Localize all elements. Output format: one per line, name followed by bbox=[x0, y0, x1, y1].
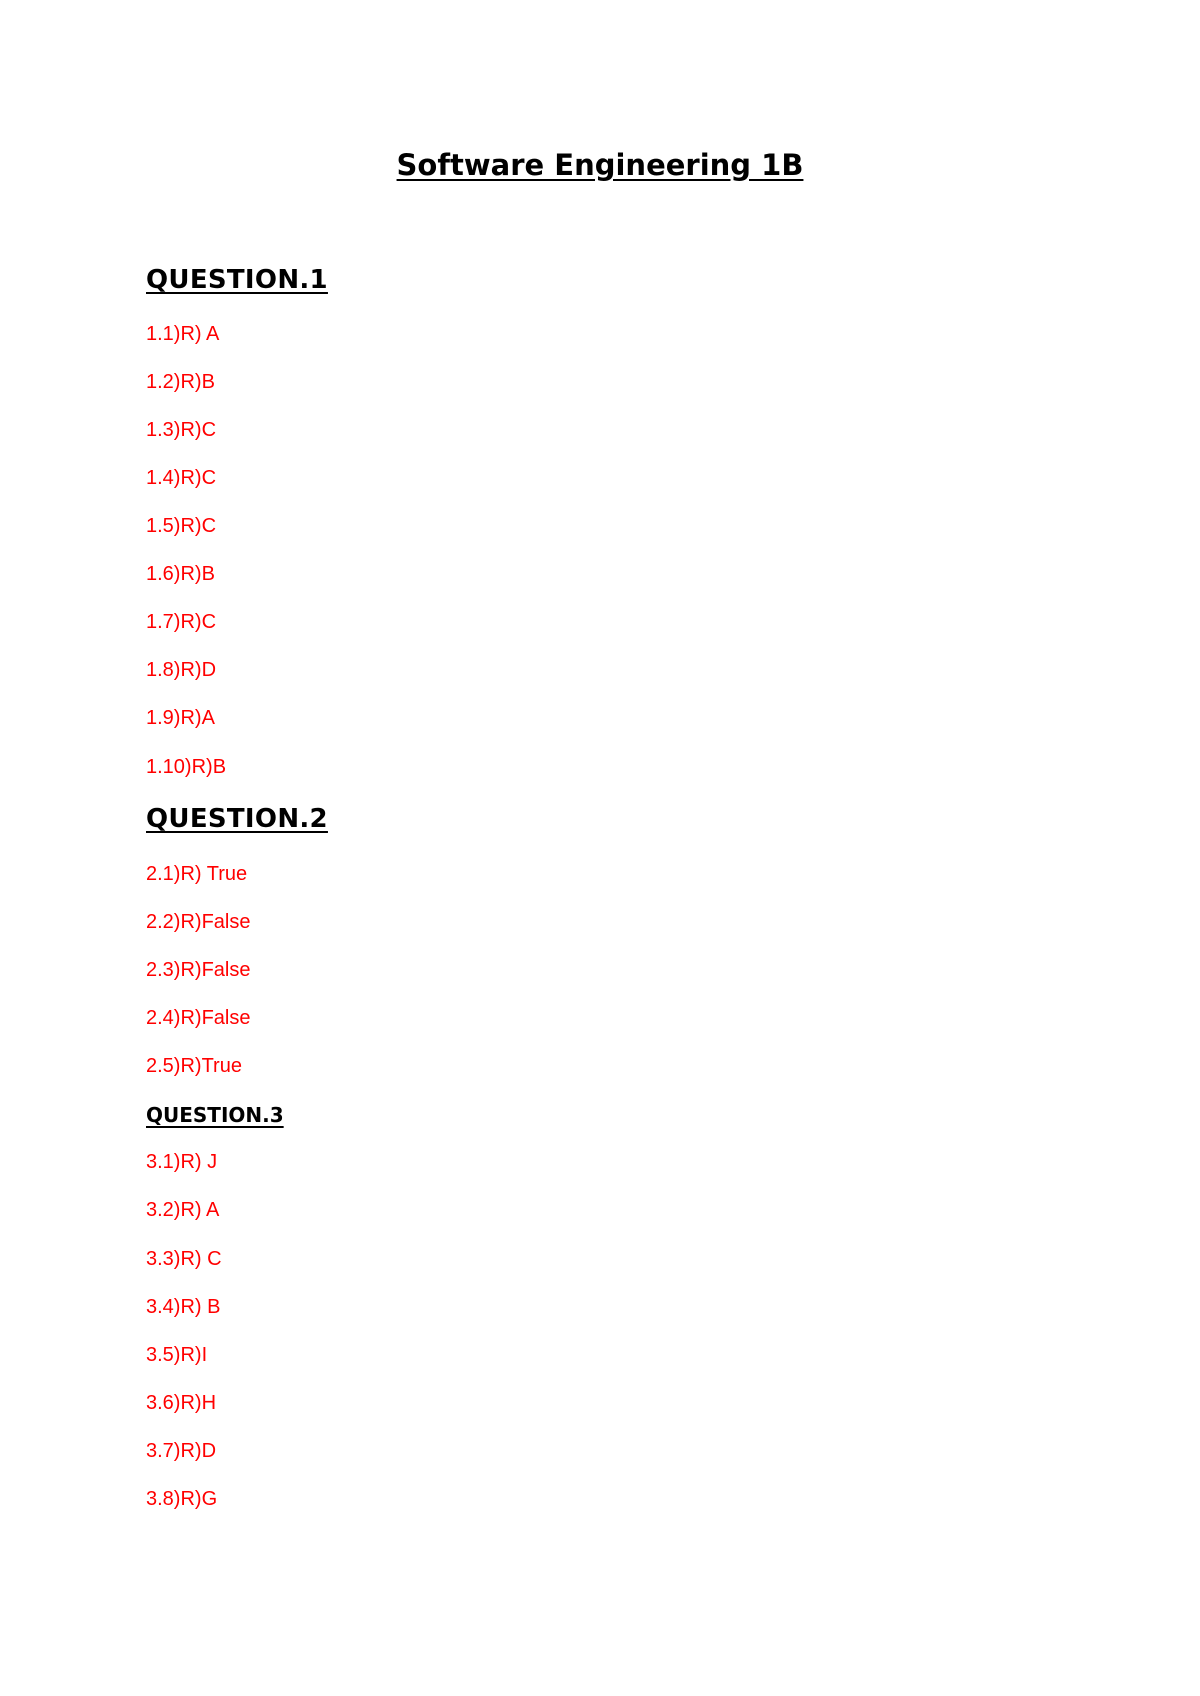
answer-3-6: 3.6)R)H bbox=[146, 1392, 217, 1414]
answer-1-6: 1.6)R)B bbox=[146, 563, 215, 585]
answer-3-7: 3.7)R)D bbox=[146, 1440, 217, 1462]
answer-1-10: 1.10)R)B bbox=[146, 756, 227, 778]
answer-2-2: 2.2)R)False bbox=[146, 911, 251, 933]
answer-3-2: 3.2)R) A bbox=[146, 1199, 220, 1221]
section-heading-question-1: QUESTION.1 bbox=[146, 265, 328, 295]
answer-1-9: 1.9)R)A bbox=[146, 707, 215, 729]
answer-1-2: 1.2)R)B bbox=[146, 371, 215, 393]
answer-1-4: 1.4)R)C bbox=[146, 467, 217, 489]
answer-1-3: 1.3)R)C bbox=[146, 419, 217, 441]
section-heading-question-2: QUESTION.2 bbox=[146, 804, 328, 834]
document-title: Software Engineering 1B bbox=[396, 148, 804, 182]
answer-2-5: 2.5)R)True bbox=[146, 1055, 242, 1077]
answer-1-7: 1.7)R)C bbox=[146, 611, 217, 633]
section-heading-question-3: QUESTION.3 bbox=[146, 1103, 284, 1127]
answer-1-8: 1.8)R)D bbox=[146, 659, 217, 681]
answer-3-4: 3.4)R) B bbox=[146, 1296, 221, 1318]
answer-1-5: 1.5)R)C bbox=[146, 515, 217, 537]
answer-3-8: 3.8)R)G bbox=[146, 1488, 218, 1510]
answer-2-3: 2.3)R)False bbox=[146, 959, 251, 981]
answer-1-1: 1.1)R) A bbox=[146, 323, 220, 345]
answer-3-1: 3.1)R) J bbox=[146, 1151, 218, 1173]
answer-3-5: 3.5)R)I bbox=[146, 1344, 208, 1366]
answer-2-4: 2.4)R)False bbox=[146, 1007, 251, 1029]
answer-3-3: 3.3)R) C bbox=[146, 1248, 222, 1270]
answer-2-1: 2.1)R) True bbox=[146, 863, 248, 885]
